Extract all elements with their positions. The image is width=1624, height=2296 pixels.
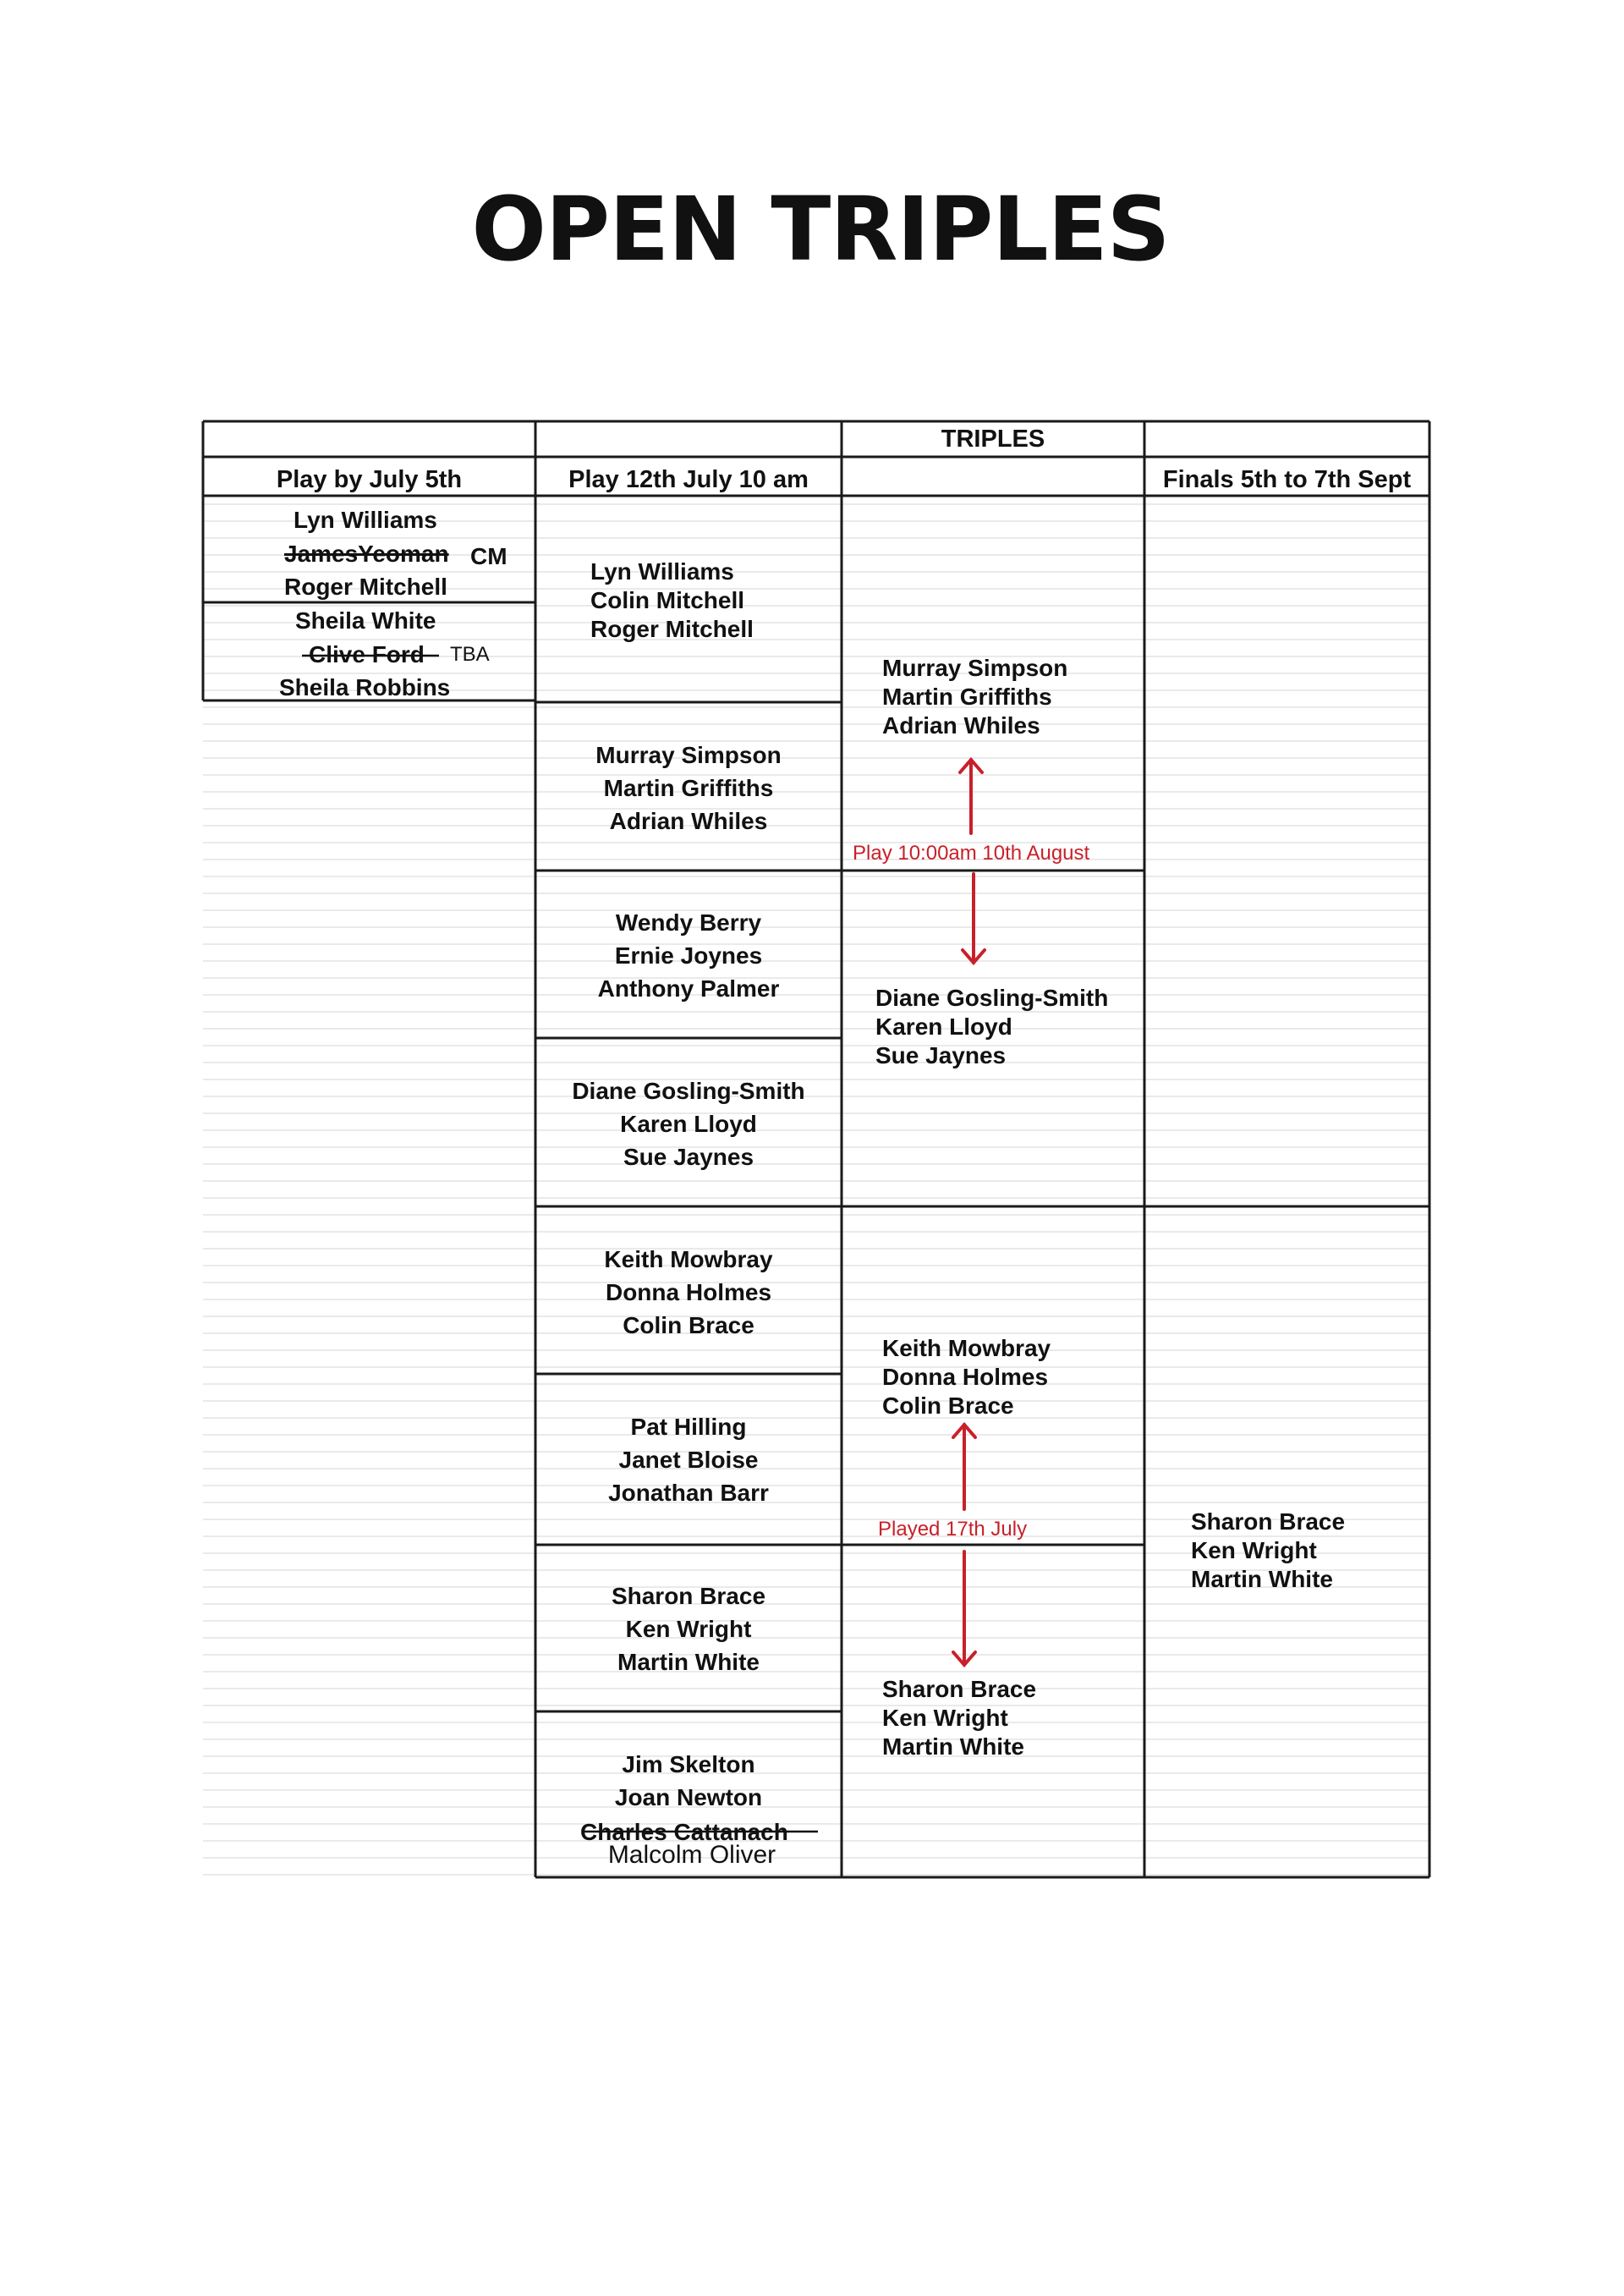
r2-team7-player1: Sharon Brace bbox=[611, 1583, 766, 1609]
r2-team3 bbox=[535, 906, 842, 1005]
semi-team1 bbox=[882, 654, 1067, 740]
finalist-player1: Sharon Brace bbox=[1191, 1508, 1346, 1535]
r2-team8-player3-struck: Charles Cattanach bbox=[580, 1819, 788, 1845]
semi-team1-player1: Murray Simpson bbox=[882, 655, 1068, 681]
r2-team3-player1: Wendy Berry bbox=[615, 909, 762, 936]
semi-team2 bbox=[875, 984, 1108, 1070]
r2-team5-player1: Keith Mowbray bbox=[604, 1246, 773, 1272]
r2-team1-player2: Colin Mitchell bbox=[590, 587, 744, 613]
r2-team1-player3: Roger Mitchell bbox=[590, 616, 754, 642]
semi-team4-player1: Sharon Brace bbox=[882, 1676, 1037, 1702]
r1-team2-player2-note: TBA bbox=[450, 643, 490, 666]
page-title: OPEN TRIPLES bbox=[471, 178, 1170, 281]
r2-team6 bbox=[535, 1410, 842, 1509]
semi-team4-player3: Martin White bbox=[882, 1733, 1024, 1760]
r1-team2-player1: Sheila White bbox=[295, 607, 436, 634]
semi-team2-player2: Karen Lloyd bbox=[875, 1013, 1012, 1040]
r1-team1-player3: Roger Mitchell bbox=[284, 574, 447, 600]
column-header-finals: Finals 5th to 7th Sept bbox=[1162, 466, 1412, 493]
semi-team3 bbox=[882, 1334, 1051, 1420]
r2-team8-player2: Joan Newton bbox=[614, 1784, 763, 1810]
r2-team6-player2: Janet Bloise bbox=[618, 1447, 759, 1473]
semi-team2-player1: Diane Gosling-Smith bbox=[875, 985, 1109, 1011]
r2-team4-player2: Karen Lloyd bbox=[620, 1111, 757, 1137]
r1-team1-player2-struck: JamesYeoman bbox=[284, 541, 449, 567]
r2-team3-player2: Ernie Joynes bbox=[614, 942, 763, 969]
r2-team2-player1: Murray Simpson bbox=[595, 742, 782, 768]
r2-team3-player3: Anthony Palmer bbox=[597, 975, 780, 1002]
r2-team2-player3: Adrian Whiles bbox=[609, 808, 768, 834]
finalist-player2: Ken Wright bbox=[1191, 1537, 1317, 1563]
semi-team4 bbox=[882, 1675, 1036, 1761]
r2-team2-player2: Martin Griffiths bbox=[603, 775, 774, 801]
r2-team4 bbox=[535, 1074, 842, 1173]
r2-team5 bbox=[535, 1243, 842, 1342]
r2-team8 bbox=[535, 1748, 842, 1814]
r2-team7 bbox=[535, 1579, 842, 1678]
r2-team1 bbox=[590, 558, 754, 644]
r2-team1-player1: Lyn Williams bbox=[590, 558, 734, 585]
semi-team1-player2: Martin Griffiths bbox=[882, 684, 1052, 710]
r2-team4-player3: Sue Jaynes bbox=[623, 1144, 754, 1170]
semi-team3-player1: Keith Mowbray bbox=[882, 1335, 1051, 1361]
r2-team6-player1: Pat Hilling bbox=[630, 1414, 747, 1440]
r2-team8-player3-replacement: Malcolm Oliver bbox=[607, 1841, 776, 1869]
r2-team6-player3: Jonathan Barr bbox=[608, 1480, 769, 1506]
semi-team3-player3: Colin Brace bbox=[882, 1392, 1014, 1419]
r2-team4-player1: Diane Gosling-Smith bbox=[572, 1078, 805, 1104]
semi-team1-player3: Adrian Whiles bbox=[882, 712, 1040, 739]
semi-team2-player3: Sue Jaynes bbox=[875, 1042, 1007, 1068]
r1-team2-player2-struck: Clive Ford bbox=[309, 641, 425, 667]
r1-team2-player3: Sheila Robbins bbox=[279, 674, 451, 700]
r2-team7-player2: Ken Wright bbox=[625, 1616, 752, 1642]
r1-team1-player1: Lyn Williams bbox=[294, 507, 437, 533]
finalist-player3: Martin White bbox=[1191, 1566, 1333, 1592]
r2-team5-player3: Colin Brace bbox=[623, 1312, 754, 1338]
column-header-round2: Play 12th July 10 am bbox=[568, 466, 809, 493]
r2-team8-player1: Jim Skelton bbox=[622, 1751, 755, 1777]
r2-team5-player2: Donna Holmes bbox=[605, 1279, 772, 1305]
section-label: TRIPLES bbox=[941, 426, 1045, 453]
semi-team4-player2: Ken Wright bbox=[882, 1705, 1008, 1731]
semi2-schedule-note: Played 17th July bbox=[878, 1518, 1028, 1541]
column-header-round1: Play by July 5th bbox=[276, 466, 463, 493]
semi1-schedule-note: Play 10:00am 10th August bbox=[853, 842, 1090, 865]
r2-team2 bbox=[535, 739, 842, 838]
finalist-team bbox=[1191, 1508, 1345, 1594]
r2-team7-player3: Martin White bbox=[617, 1649, 760, 1675]
r1-team1-player2-note: CM bbox=[470, 543, 508, 569]
semi-team3-player2: Donna Holmes bbox=[882, 1364, 1049, 1390]
